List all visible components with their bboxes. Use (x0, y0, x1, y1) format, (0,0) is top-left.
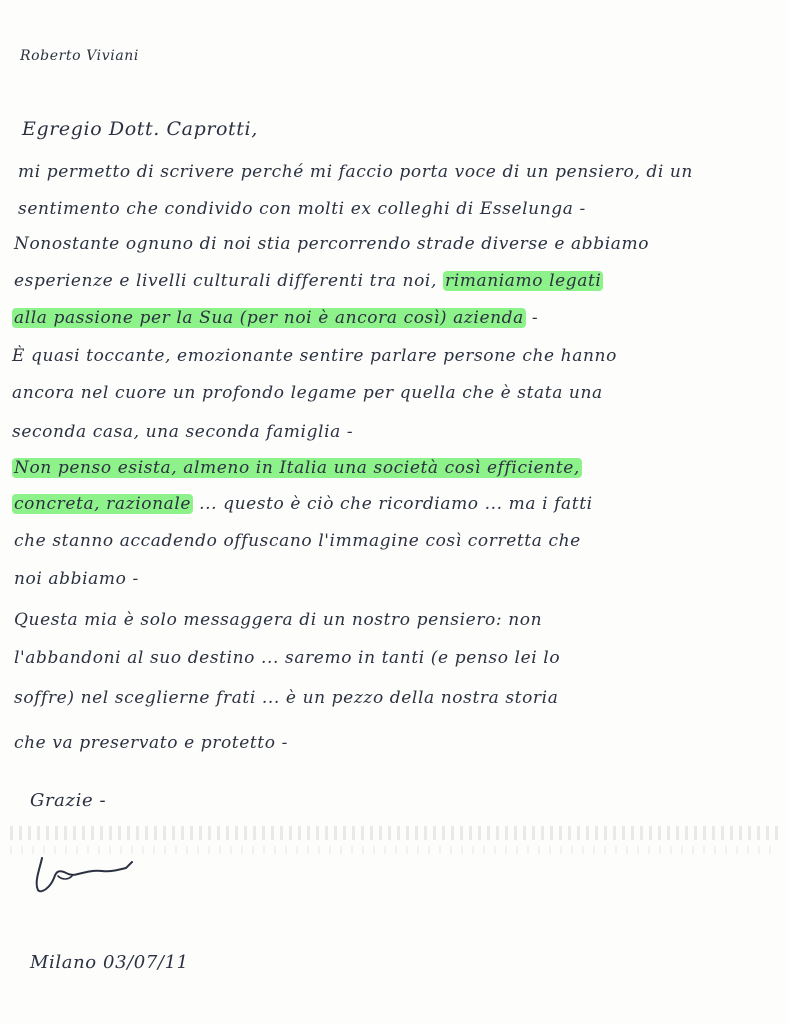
letter-line: Questa mia è solo messaggera di un nostro pensiero: non (14, 610, 543, 630)
letter-line: che stanno accadendo offuscano l'immagine così corretta che (14, 531, 581, 551)
letter-line-with-highlight (14, 271, 603, 291)
letter-line-text: ... questo è ciò che ricordiamo ... ma i fatti (199, 494, 593, 514)
letter-line: sentimento che condivido con molti ex colleghi di Esselunga - (18, 199, 586, 219)
letter-line: seconda casa, una seconda famiglia - (12, 422, 354, 442)
highlighted-text: rimaniamo legati (444, 271, 602, 291)
sender-name: Roberto Viviani (20, 48, 139, 64)
highlighted-text: alla passione per la Sua (per noi è ancora così) azienda (14, 308, 524, 328)
highlighted-text: Non penso esista, almeno in Italia una società così efficiente, (14, 458, 580, 478)
scan-artifact-band (10, 826, 780, 840)
letter-line: mi permetto di scrivere perché mi faccio porta voce di un pensiero, di un (18, 162, 693, 182)
letter-line: ancora nel cuore un profondo legame per quella che è stata una (12, 383, 603, 403)
letter-line: che va preservato e protetto - (14, 733, 288, 753)
highlighted-text: concreta, razionale (14, 494, 192, 514)
letter-line-highlighted (12, 458, 582, 478)
letter-line: Nonostante ognuno di noi stia percorrendo strade diverse e abbiamo (14, 234, 650, 254)
closing: Grazie - (30, 790, 107, 811)
letter-line-highlighted (12, 308, 538, 328)
letter-line: l'abbandoni al suo destino ... saremo in tanti (e penso lei lo (14, 648, 561, 668)
letter-line: noi abbiamo - (14, 569, 139, 589)
letter-line: soffre) nel sceglierne frati ... è un pezzo della nostra storia (14, 688, 559, 708)
letter-line-text: esperienze e livelli culturali differenti tra noi, (14, 271, 437, 291)
letter-line-with-highlight (12, 494, 593, 514)
salutation: Egregio Dott. Caprotti, (22, 118, 258, 140)
place-and-date: Milano 03/07/11 (30, 952, 189, 973)
handwritten-signature (28, 852, 148, 896)
letter-line: È quasi toccante, emozionante sentire parlare persone che hanno (12, 346, 617, 366)
letter-line-tail: - (525, 308, 539, 328)
